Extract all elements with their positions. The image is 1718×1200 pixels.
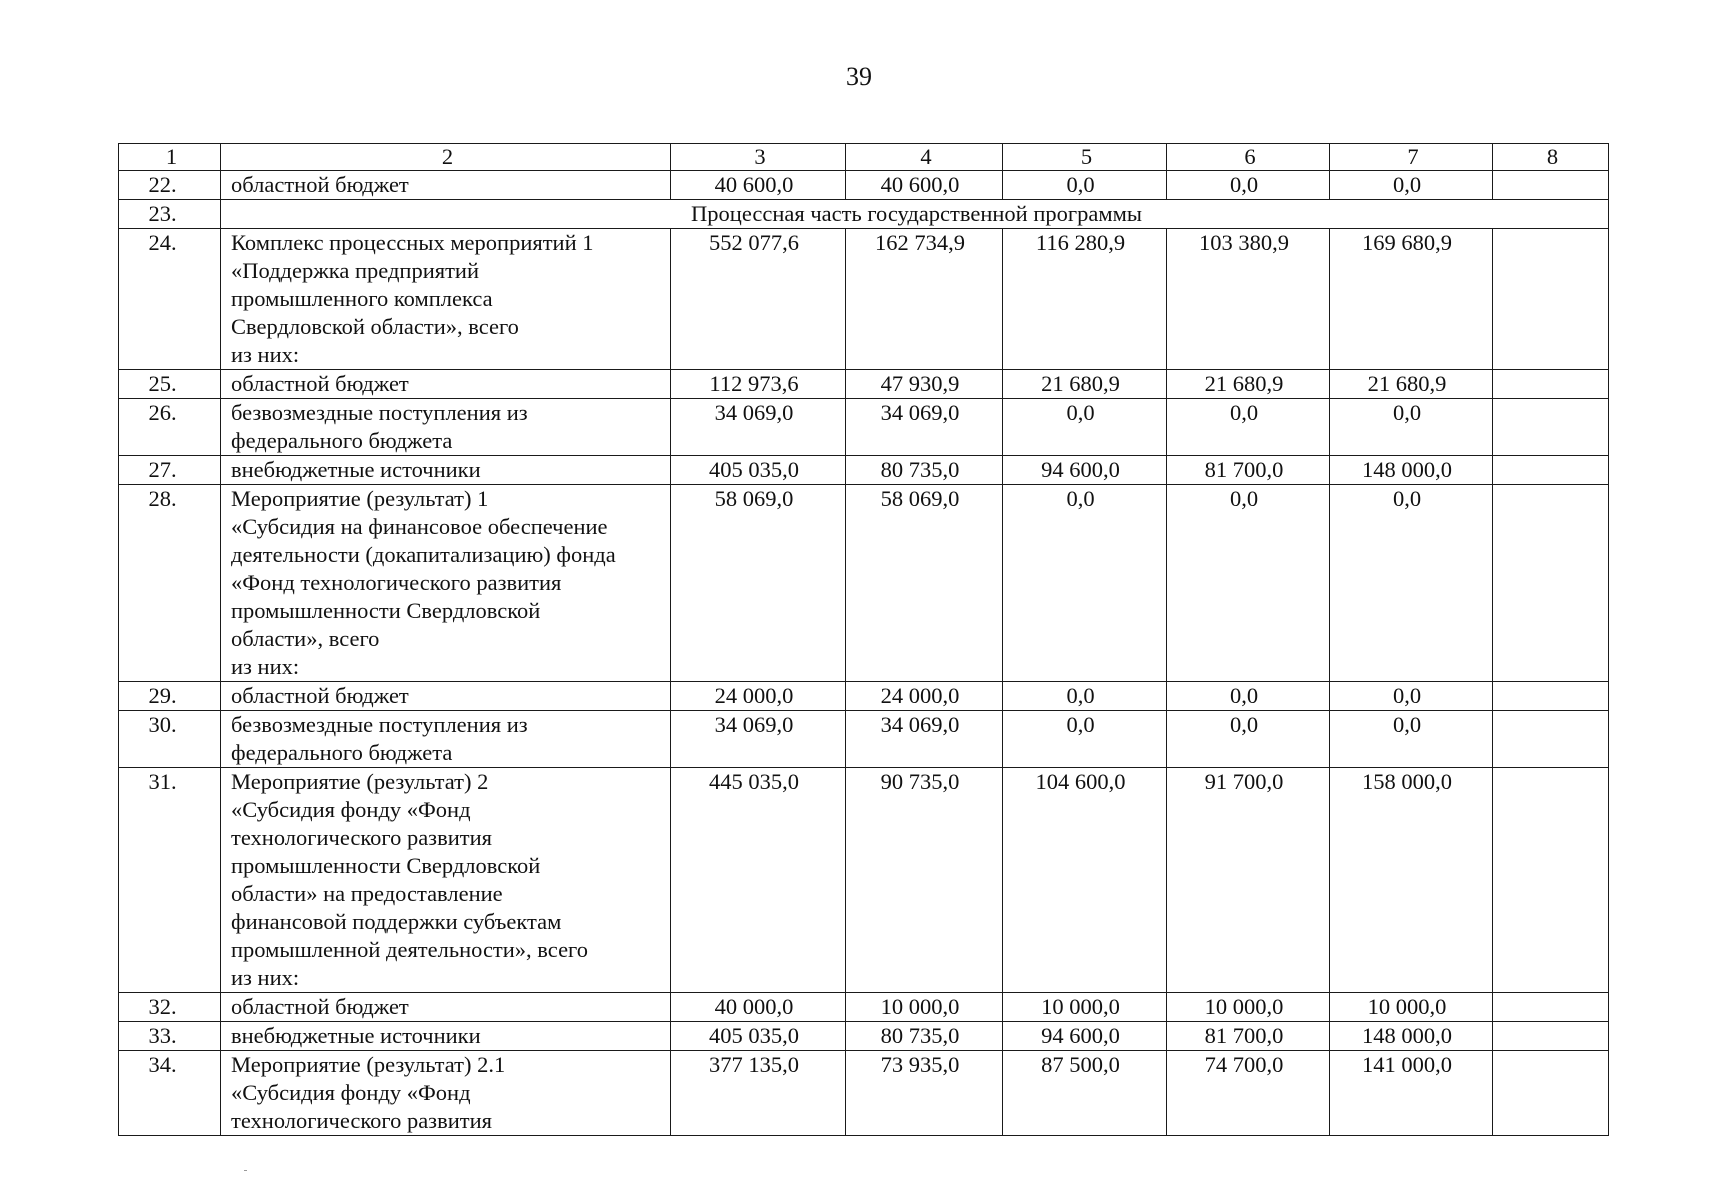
value-cell: 40 600,0 [846, 171, 1003, 200]
header-cell: 1 [119, 144, 221, 171]
value-cell: 0,0 [1330, 485, 1493, 682]
value-cell [1493, 171, 1609, 200]
value-cell: 104 600,0 [1003, 768, 1167, 993]
value-cell: 10 000,0 [1003, 993, 1167, 1022]
table-row [119, 682, 1609, 711]
value-cell: 405 035,0 [671, 1022, 846, 1051]
row-description: Мероприятие (результат) 2.1 «Субсидия фонду «Фонд технологического развития [221, 1051, 671, 1136]
value-cell: 10 000,0 [1167, 993, 1330, 1022]
value-cell: 87 500,0 [1003, 1051, 1167, 1136]
value-cell [1493, 399, 1609, 456]
row-number: 32. [119, 993, 221, 1022]
page-number: 39 [846, 62, 872, 91]
row-number: 29. [119, 682, 221, 711]
value-cell: 169 680,9 [1330, 229, 1493, 370]
row-description: внебюджетные источники [221, 1022, 671, 1051]
section-row [119, 200, 1609, 229]
table-row [119, 399, 1609, 456]
value-cell: 91 700,0 [1167, 768, 1330, 993]
value-cell: 0,0 [1330, 682, 1493, 711]
row-number: 28. [119, 485, 221, 682]
value-cell: 0,0 [1167, 485, 1330, 682]
row-number: 22. [119, 171, 221, 200]
row-number: 26. [119, 399, 221, 456]
row-number: 34. [119, 1051, 221, 1136]
value-cell: 74 700,0 [1167, 1051, 1330, 1136]
value-cell: 158 000,0 [1330, 768, 1493, 993]
table-row [119, 993, 1609, 1022]
row-description: Мероприятие (результат) 2 «Субсидия фонду «Фонд технологического развития промышленности Свердловской области» на предоставление финансовой поддержки субъектам промышленной деятельности», всего из них: [221, 768, 671, 993]
value-cell: 81 700,0 [1167, 456, 1330, 485]
row-description: областной бюджет [221, 370, 671, 399]
table-row [119, 456, 1609, 485]
row-number: 33. [119, 1022, 221, 1051]
table-row [119, 370, 1609, 399]
value-cell: 94 600,0 [1003, 456, 1167, 485]
value-cell: 24 000,0 [846, 682, 1003, 711]
value-cell: 0,0 [1330, 399, 1493, 456]
value-cell: 0,0 [1003, 171, 1167, 200]
table-row [119, 229, 1609, 370]
value-cell [1493, 485, 1609, 682]
value-cell: 0,0 [1003, 682, 1167, 711]
value-cell: 90 735,0 [846, 768, 1003, 993]
value-cell: 73 935,0 [846, 1051, 1003, 1136]
value-cell: 21 680,9 [1330, 370, 1493, 399]
budget-table [118, 143, 1609, 1136]
value-cell: 80 735,0 [846, 456, 1003, 485]
row-description: областной бюджет [221, 682, 671, 711]
value-cell: 0,0 [1003, 711, 1167, 768]
value-cell: 162 734,9 [846, 229, 1003, 370]
value-cell: 21 680,9 [1167, 370, 1330, 399]
value-cell: 0,0 [1167, 171, 1330, 200]
value-cell: 0,0 [1167, 399, 1330, 456]
header-cell: 3 [671, 144, 846, 171]
row-description: безвозмездные поступления из федерального бюджета [221, 399, 671, 456]
value-cell: 94 600,0 [1003, 1022, 1167, 1051]
row-number: 27. [119, 456, 221, 485]
row-description: безвозмездные поступления из федерального бюджета [221, 711, 671, 768]
value-cell: 0,0 [1003, 485, 1167, 682]
value-cell: 148 000,0 [1330, 1022, 1493, 1051]
value-cell [1493, 682, 1609, 711]
value-cell: 10 000,0 [846, 993, 1003, 1022]
value-cell: 58 069,0 [671, 485, 846, 682]
value-cell: 116 280,9 [1003, 229, 1167, 370]
table-row [119, 1022, 1609, 1051]
value-cell: 377 135,0 [671, 1051, 846, 1136]
value-cell [1493, 768, 1609, 993]
value-cell: 103 380,9 [1167, 229, 1330, 370]
row-description: Мероприятие (результат) 1 «Субсидия на финансовое обеспечение деятельности (докапитализацию) фонда «Фонд технологического развития промышленности Свердловской области», всего из них: [221, 485, 671, 682]
row-description: областной бюджет [221, 171, 671, 200]
value-cell: 552 077,6 [671, 229, 846, 370]
row-number: 31. [119, 768, 221, 993]
row-number: 25. [119, 370, 221, 399]
value-cell [1493, 1051, 1609, 1136]
value-cell: 0,0 [1330, 711, 1493, 768]
value-cell: 80 735,0 [846, 1022, 1003, 1051]
header-cell: 2 [221, 144, 671, 171]
section-title: Процессная часть государственной программы [221, 200, 1609, 229]
value-cell: 34 069,0 [846, 399, 1003, 456]
header-cell: 8 [1493, 144, 1609, 171]
value-cell: 0,0 [1167, 682, 1330, 711]
value-cell: 21 680,9 [1003, 370, 1167, 399]
value-cell [1493, 1022, 1609, 1051]
value-cell: 405 035,0 [671, 456, 846, 485]
value-cell: 24 000,0 [671, 682, 846, 711]
header-cell: 6 [1167, 144, 1330, 171]
row-description: областной бюджет [221, 993, 671, 1022]
table-row [119, 711, 1609, 768]
row-number: 24. [119, 229, 221, 370]
row-description: внебюджетные источники [221, 456, 671, 485]
value-cell: 148 000,0 [1330, 456, 1493, 485]
value-cell: 34 069,0 [846, 711, 1003, 768]
value-cell: 445 035,0 [671, 768, 846, 993]
value-cell: 34 069,0 [671, 711, 846, 768]
table-row [119, 485, 1609, 682]
value-cell: 34 069,0 [671, 399, 846, 456]
table-row [119, 1051, 1609, 1136]
row-number: 23. [119, 200, 221, 229]
value-cell [1493, 370, 1609, 399]
value-cell: 0,0 [1167, 711, 1330, 768]
value-cell [1493, 456, 1609, 485]
value-cell: 141 000,0 [1330, 1051, 1493, 1136]
table-row [119, 171, 1609, 200]
value-cell: 81 700,0 [1167, 1022, 1330, 1051]
value-cell: 10 000,0 [1330, 993, 1493, 1022]
table-row [119, 768, 1609, 993]
value-cell: 0,0 [1003, 399, 1167, 456]
row-number: 30. [119, 711, 221, 768]
header-row [119, 144, 1609, 171]
value-cell: 58 069,0 [846, 485, 1003, 682]
header-cell: 7 [1330, 144, 1493, 171]
scan-speck [244, 1170, 247, 1171]
value-cell: 40 000,0 [671, 993, 846, 1022]
row-description: Комплекс процессных мероприятий 1 «Поддержка предприятий промышленного комплекса Свердловской области», всего из них: [221, 229, 671, 370]
value-cell: 40 600,0 [671, 171, 846, 200]
header-cell: 4 [846, 144, 1003, 171]
value-cell: 112 973,6 [671, 370, 846, 399]
header-cell: 5 [1003, 144, 1167, 171]
value-cell [1493, 993, 1609, 1022]
value-cell [1493, 229, 1609, 370]
value-cell: 0,0 [1330, 171, 1493, 200]
value-cell [1493, 711, 1609, 768]
value-cell: 47 930,9 [846, 370, 1003, 399]
